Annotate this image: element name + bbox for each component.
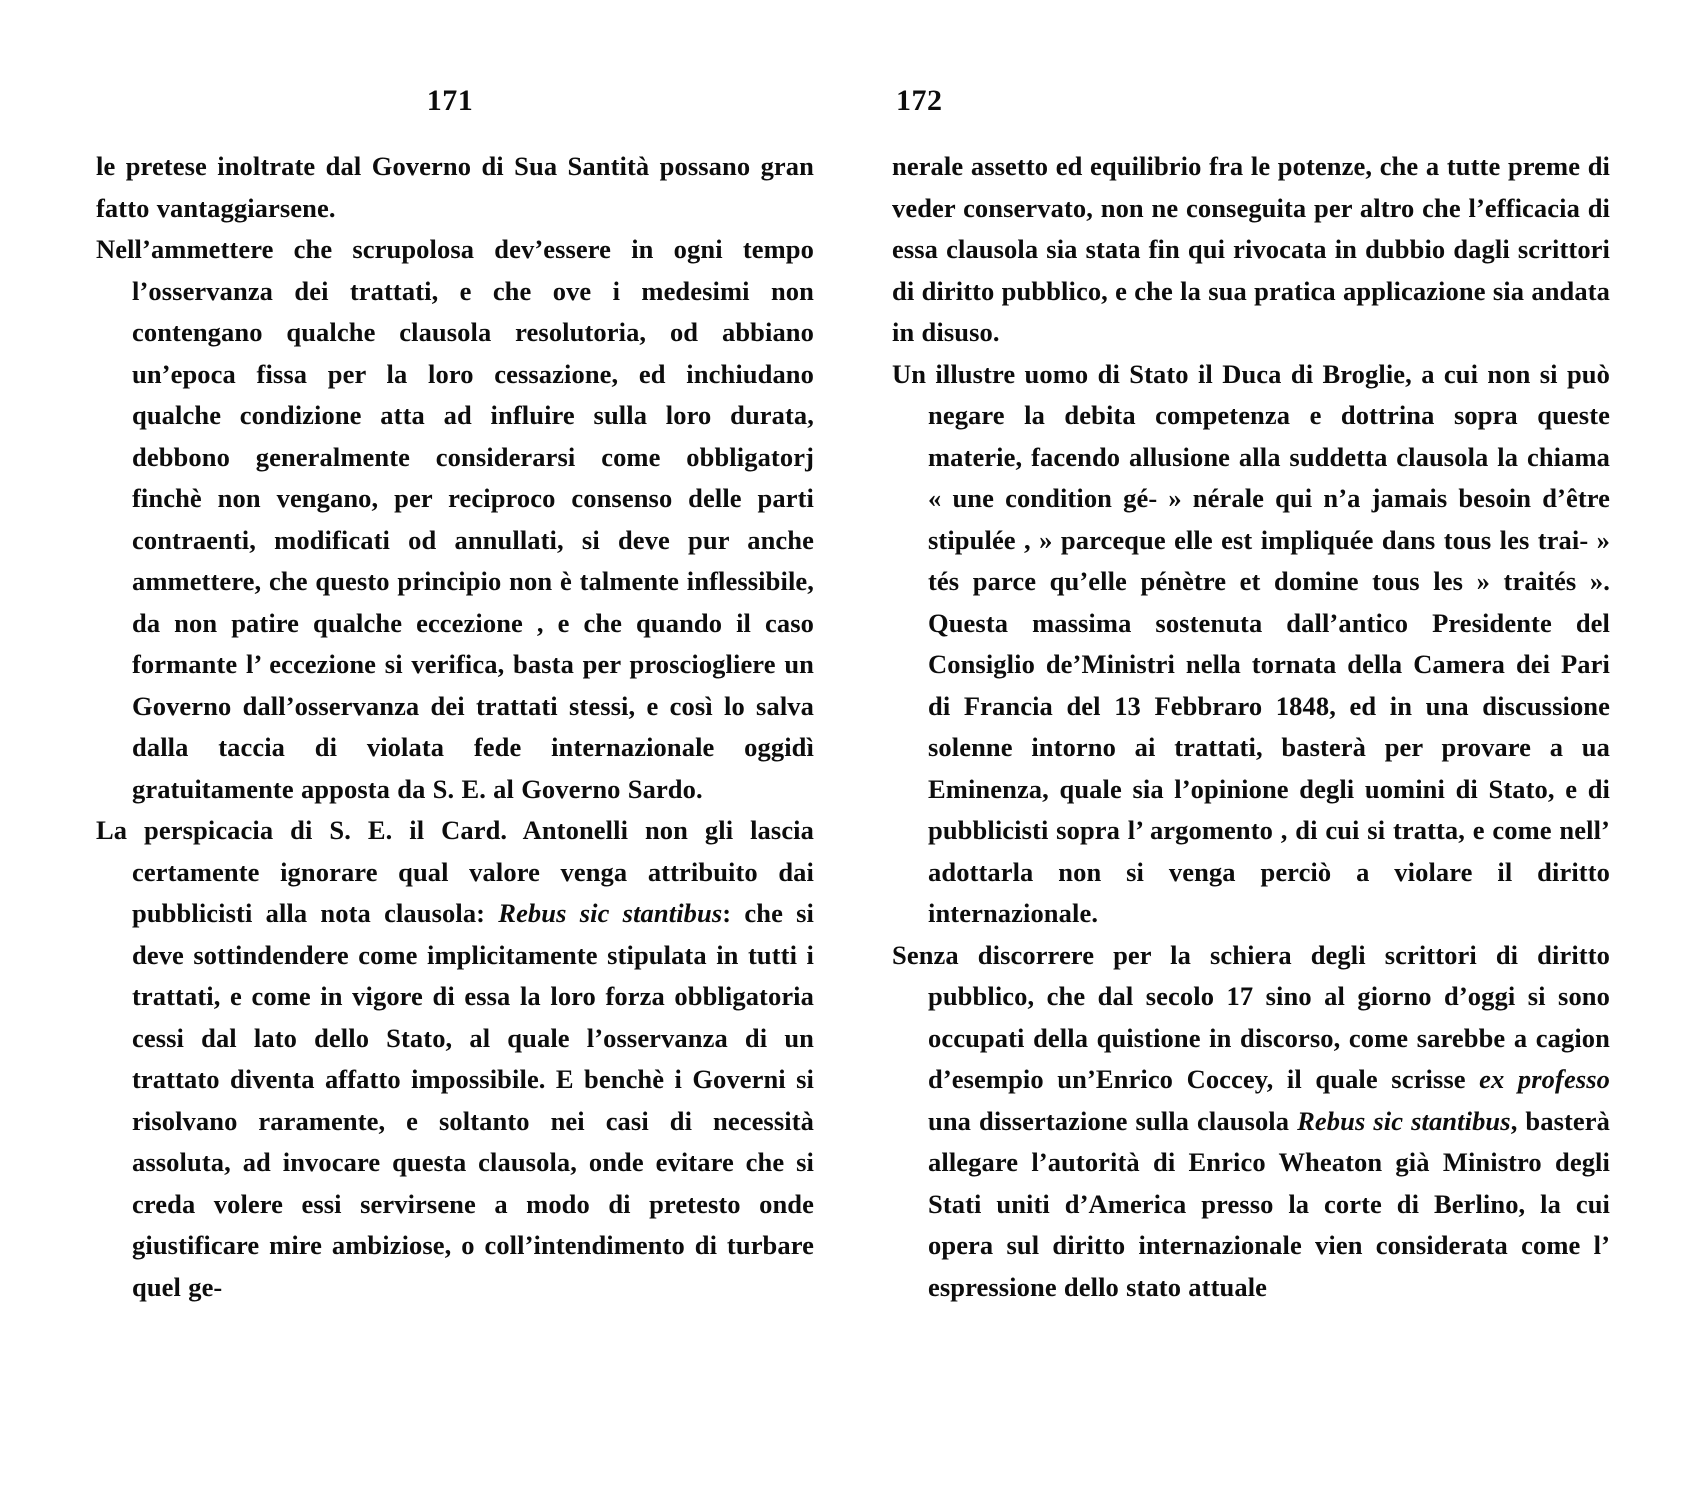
right-column-body (892, 146, 1610, 1308)
text-run: Un illustre uomo di Stato il Duca di Broglie, a cui non si può negare la debita competenza e dottrina sopra queste materie, facendo allusione alla suddetta clausola la chiama « une condition gé- » nérale qui n’a jamais besoin d’être stipulée , » parceque elle est impliquée dans tous les trai- » tés parce qu’elle pénètre et domine tous les » traités ». Questa massima sostenuta dall’antico Presidente del Consiglio de’Ministri nella tornata della Camera dei Pari di Francia del 13 Febbraro 1848, ed in una discussione solenne intorno ai trattati, basterà per provare a ua Eminenza, quale sia l’opinione degli uomini di Stato, e di pubblicisti sopra l’ argomento , di cui si tratta, e come nell’ adottarla non si venga perciò a violare il diritto internazionale. (892, 358, 1610, 928)
italic-text-run: Rebus sic stantibus (1297, 1105, 1511, 1136)
paragraph (892, 935, 1610, 1309)
paragraph (96, 810, 814, 1308)
paragraph (892, 146, 1610, 354)
page-number-left: 171 (426, 84, 474, 117)
paragraph (892, 354, 1610, 935)
paragraph (96, 229, 814, 810)
text-run: una dissertazione sulla clausola (928, 1105, 1298, 1136)
right-page-column (892, 86, 1610, 1460)
paragraph (96, 146, 814, 229)
text-run: La perspicacia di S. E. il Card. Antonelli non gli lascia certamente ignorare qual valore venga attribuito dai pubblicisti alla nota clausola: (96, 815, 814, 928)
text-run: le pretese inoltrate dal Governo di Sua Santità possano gran fatto vantaggiarsene. (96, 151, 814, 223)
text-run: , basterà allegare l’autorità di Enrico Wheaton già Ministro degli Stati uniti d’America presso la corte di Berlino, la cui opera sul diritto internazionale vien considerata come l’ espressione dello stato attuale (928, 1105, 1611, 1302)
text-run: nerale assetto ed equilibrio fra le potenze, che a tutte preme di veder conservato, non ne conseguita per altro che l’efficacia di essa clausola sia stata fin qui rivocata in dubbio dagli scrittori di diritto pubblico, e che la sua pratica applicazione sia andata in disuso. (892, 151, 1610, 347)
left-page-column (96, 86, 814, 1460)
text-run: : che si deve sottindendere come implicitamente stipulata in tutti i trattati, e come in vigore di essa la loro forza obbligatoria cessi dal lato dello Stato, al quale l’osservanza di un trattato diventa affatto impossibile. E benchè i Governi si risolvano raramente, e soltanto nei casi di necessità assoluta, ad invocare questa clausola, onde evitare che si creda volere essi servirsene a modo di pretesto onde giustificare mire ambiziose, o coll’intendimento di turbare quel ge- (132, 898, 815, 1302)
left-column-body (96, 146, 814, 1308)
page-number-right: 172 (896, 84, 943, 117)
italic-text-run: Rebus sic stantibus (498, 898, 723, 928)
text-run: Nell’ammettere che scrupolosa dev’essere in ogni tempo l’osservanza dei trattati, e che ove i medesimi non contengano qualche clausola resolutoria, od abbiano un’epoca fissa per la loro cessazione, ed inchiudano qualche condizione atta ad influire sulla loro durata, debbono generalmente considerarsi come obbligatorj finchè non vengano, per reciproco consenso delle parti contraenti, modificati od annullati, si deve pur anche ammettere, che questo principio non è talmente inflessibile, da non patire qualche eccezione , e che quando il caso formante l’ eccezione si verifica, basta per prosciogliere un Governo dall’osservanza dei trattati stessi, e così lo salva dalla taccia di violata fede internazionale oggidì gratuitamente apposta da S. E. al Governo Sardo. (96, 234, 814, 804)
italic-text-run: ex professo (1479, 1064, 1610, 1094)
text-run: Senza discorrere per la schiera degli scrittori di diritto pubblico, che dal secolo 17 sino al giorno d’oggi si sono occupati della quistione in discorso, come sarebbe a cagion d’esempio un’Enrico Coccey, il quale scrisse (892, 939, 1610, 1094)
